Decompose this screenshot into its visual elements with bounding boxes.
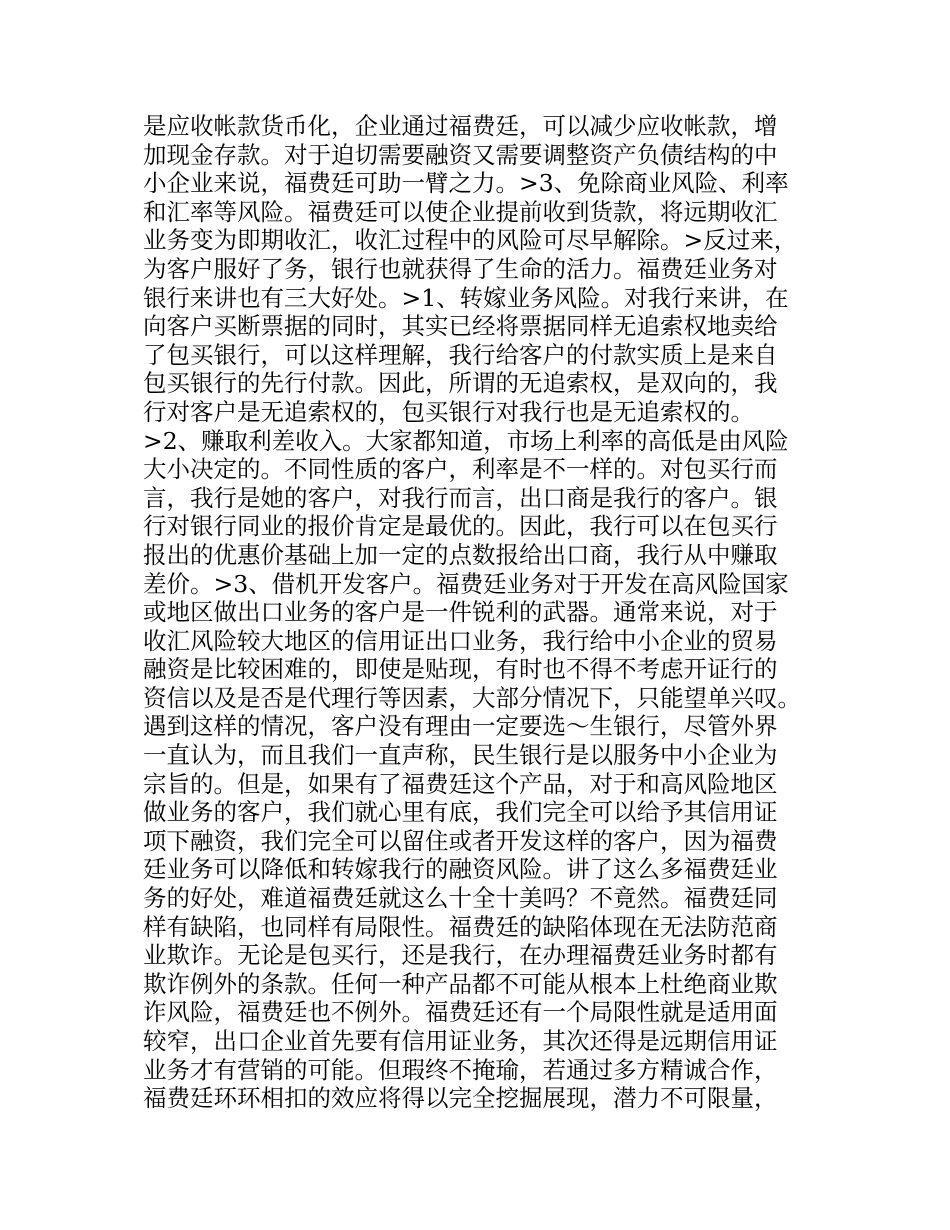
text-line: 差价。>3、借机开发客户。福费廷业务对于开发在高风险国家 — [143, 569, 789, 598]
text-line: 行对客户是无追索权的，包买银行对我行也是无追索权的。 — [143, 397, 754, 426]
text-line: 或地区做出口业务的客户是一件锐利的武器。通常来说，对于 — [143, 598, 778, 627]
text-line: 项下融资，我们完全可以留住或者开发这样的客户，因为福费 — [143, 826, 778, 855]
text-line: 行对银行同业的报价肯定是最优的。因此，我行可以在包买行 — [143, 512, 778, 541]
text-line: 诈风险，福费廷也不例外。福费廷还有一个局限性就是适用面 — [143, 998, 778, 1027]
text-line: 业欺诈。无论是包买行，还是我行，在办理福费廷业务时都有 — [143, 941, 778, 970]
text-line: 言，我行是她的客户，对我行而言，出口商是我行的客户。银 — [143, 483, 778, 512]
text-line: >2、赚取利差收入。大家都知道，市场上利率的高低是由风险 — [143, 426, 789, 455]
text-line: 小企业来说，福费廷可助一臂之力。>3、免除商业风险、利率 — [143, 169, 789, 198]
text-line: 务的好处，难道福费廷就这么十全十美吗？不竟然。福费廷同 — [143, 884, 778, 913]
text-line: 收汇风险较大地区的信用证出口业务，我行给中小企业的贸易 — [143, 626, 778, 655]
body-text — [143, 112, 843, 1113]
text-line: 廷业务可以降低和转嫁我行的融资风险。讲了这么多福费廷业 — [143, 855, 778, 884]
text-line: 欺诈例外的条款。任何一种产品都不可能从根本上杜绝商业欺 — [143, 969, 778, 998]
text-line: 业务才有营销的可能。但瑕终不掩瑜，若通过多方精诚合作， — [143, 1055, 778, 1084]
text-line: 向客户买断票据的同时，其实已经将票据同样无追索权地卖给 — [143, 312, 778, 341]
text-line: 是应收帐款货币化，企业通过福费廷，可以减少应收帐款，增 — [143, 112, 778, 140]
text-line: 一直认为，而且我们一直声称，民生银行是以服务中小企业为 — [143, 741, 778, 770]
text-line: 福费廷环环相扣的效应将得以完全挖掘展现，潜力不可限量， — [143, 1084, 778, 1113]
text-line: 资信以及是否是代理行等因素，大部分情况下，只能望单兴叹。 — [143, 683, 801, 712]
text-line: 大小决定的。不同性质的客户，利率是不一样的。对包买行而 — [143, 455, 778, 484]
text-line: 为客户服好了务，银行也就获得了生命的活力。福费廷业务对 — [143, 254, 778, 283]
text-line: 银行来讲也有三大好处。>1、转嫁业务风险。对我行来讲，在 — [143, 283, 789, 312]
text-line: 融资是比较困难的，即使是贴现，有时也不得不考虑开证行的 — [143, 655, 778, 684]
text-line: 和汇率等风险。福费廷可以使企业提前收到货款，将远期收汇 — [143, 197, 778, 226]
text-line: 了包买银行，可以这样理解，我行给客户的付款实质上是来自 — [143, 340, 778, 369]
text-line: 业务变为即期收汇，收汇过程中的风险可尽早解除。>反过来， — [143, 226, 798, 255]
text-line: 遇到这样的情况，客户没有理由一定要选～生银行，尽管外界 — [143, 712, 778, 741]
text-line: 加现金存款。对于迫切需要融资又需要调整资产负债结构的中 — [143, 140, 778, 169]
text-line: 宗旨的。但是，如果有了福费廷这个产品，对于和高风险地区 — [143, 769, 778, 798]
text-line: 做业务的客户，我们就心里有底，我们完全可以给予其信用证 — [143, 798, 778, 827]
text-line: 报出的优惠价基础上加一定的点数报给出口商，我行从中赚取 — [143, 540, 778, 569]
text-line: 较窄，出口企业首先要有信用证业务，其次还得是远期信用证 — [143, 1027, 778, 1055]
text-line: 样有缺陷，也同样有局限性。福费廷的缺陷体现在无法防范商 — [143, 912, 778, 941]
text-line: 包买银行的先行付款。因此，所谓的无追索权，是双向的，我 — [143, 369, 778, 398]
